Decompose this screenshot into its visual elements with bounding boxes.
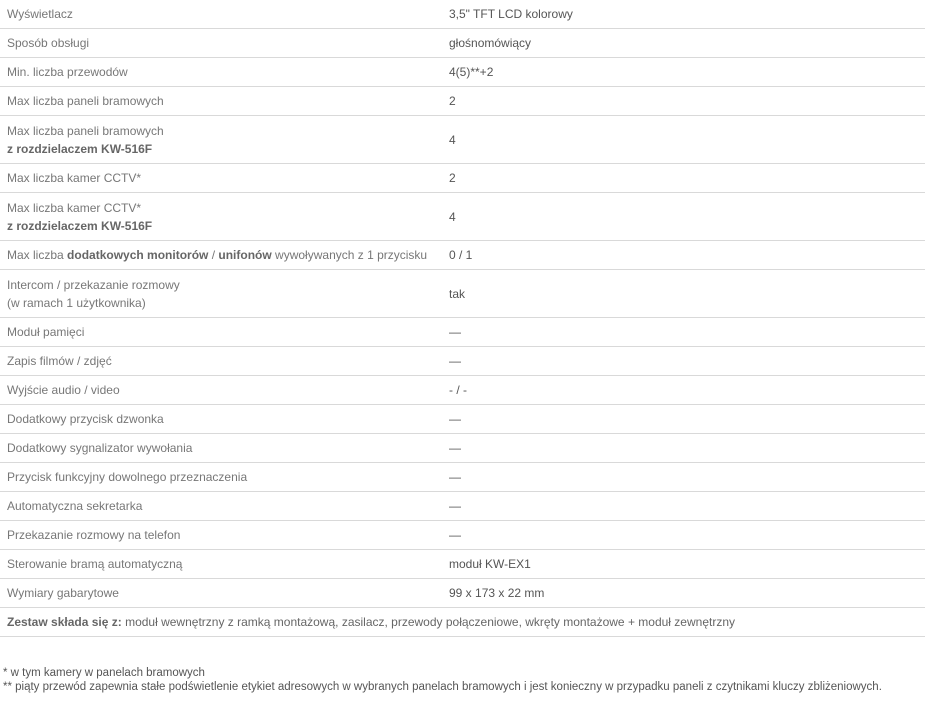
spec-key: Moduł pamięci	[0, 318, 438, 347]
spec-key: Max liczba paneli bramowych	[0, 87, 438, 116]
spec-row-call-forward-phone	[0, 521, 925, 550]
spec-key: Max liczba paneli bramowych z rozdzielaczem KW-516F	[0, 116, 438, 164]
spec-key: Min. liczba przewodów	[0, 58, 438, 87]
spec-key: Max liczba dodatkowych monitorów / unifonów wywoływanych z 1 przycisku	[0, 241, 438, 270]
spec-key: Wyjście audio / video	[0, 376, 438, 405]
spec-value: 3,5" TFT LCD kolorowy	[438, 0, 925, 29]
spec-value: - / -	[438, 376, 925, 405]
spec-value: —	[438, 318, 925, 347]
spec-row-recording	[0, 347, 925, 376]
spec-row-max-cctv	[0, 164, 925, 193]
spec-row-kit-contents	[0, 608, 925, 637]
spec-row-min-wires	[0, 58, 925, 87]
spec-row-max-cctv-splitter	[0, 193, 925, 241]
footnote-fifth-wire: ** piąty przewód zapewnia stałe podświetlenie etykiet adresowych w wybranych panelach bramowych i jest konieczny w przypadku paneli z czytnikami kluczy zbliżeniowych.	[3, 681, 882, 693]
footnotes	[3, 666, 928, 694]
spec-row-memory	[0, 318, 925, 347]
spec-key: Wymiary gabarytowe	[0, 579, 438, 608]
spec-value: —	[438, 463, 925, 492]
spec-value: —	[438, 492, 925, 521]
spec-row-extra-monitors	[0, 241, 925, 270]
spec-key: Automatyczna sekretarka	[0, 492, 438, 521]
spec-key: Wyświetlacz	[0, 0, 438, 29]
spec-key: Dodatkowy przycisk dzwonka	[0, 405, 438, 434]
spec-key: Przekazanie rozmowy na telefon	[0, 521, 438, 550]
kit-contents-text: moduł wewnętrzny z ramką montażową, zasilacz, przewody połączeniowe, wkręty montażowe + moduł zewnętrzny	[121, 615, 735, 629]
spec-value: 2	[438, 87, 925, 116]
spec-value: 4(5)**+2	[438, 58, 925, 87]
kit-contents	[0, 608, 925, 637]
spec-row-max-gate-panels-splitter	[0, 116, 925, 164]
spec-row-extra-signaller	[0, 434, 925, 463]
spec-value: głośnomówiący	[438, 29, 925, 58]
spec-row-gate-control	[0, 550, 925, 579]
spec-value: —	[438, 405, 925, 434]
spec-row-operation	[0, 29, 925, 58]
footnote-cameras: * w tym kamery w panelach bramowych	[3, 667, 205, 679]
spec-row-function-button	[0, 463, 925, 492]
spec-key: Max liczba kamer CCTV*	[0, 164, 438, 193]
spec-key: Sterowanie bramą automatyczną	[0, 550, 438, 579]
spec-row-max-gate-panels	[0, 87, 925, 116]
spec-value: —	[438, 347, 925, 376]
spec-value: tak	[438, 270, 925, 318]
spec-key: Intercom / przekazanie rozmowy (w ramach 1 użytkownika)	[0, 270, 438, 318]
spec-row-display	[0, 0, 925, 29]
spec-value: —	[438, 434, 925, 463]
spec-row-av-output	[0, 376, 925, 405]
spec-row-extra-bell-button	[0, 405, 925, 434]
spec-row-intercom	[0, 270, 925, 318]
kit-contents-label: Zestaw składa się z:	[7, 615, 122, 629]
spec-value: 2	[438, 164, 925, 193]
spec-key: Zapis filmów / zdjęć	[0, 347, 438, 376]
spec-value: 0 / 1	[438, 241, 925, 270]
spec-key: Sposób obsługi	[0, 29, 438, 58]
spec-value: 99 x 173 x 22 mm	[438, 579, 925, 608]
spec-value: moduł KW-EX1	[438, 550, 925, 579]
spec-key: Dodatkowy sygnalizator wywołania	[0, 434, 438, 463]
spec-row-dimensions	[0, 579, 925, 608]
spec-value: 4	[438, 116, 925, 164]
spec-value: 4	[438, 193, 925, 241]
spec-key: Max liczba kamer CCTV* z rozdzielaczem KW-516F	[0, 193, 438, 241]
spec-value: —	[438, 521, 925, 550]
spec-key: Przycisk funkcyjny dowolnego przeznaczenia	[0, 463, 438, 492]
spec-row-answering-machine	[0, 492, 925, 521]
